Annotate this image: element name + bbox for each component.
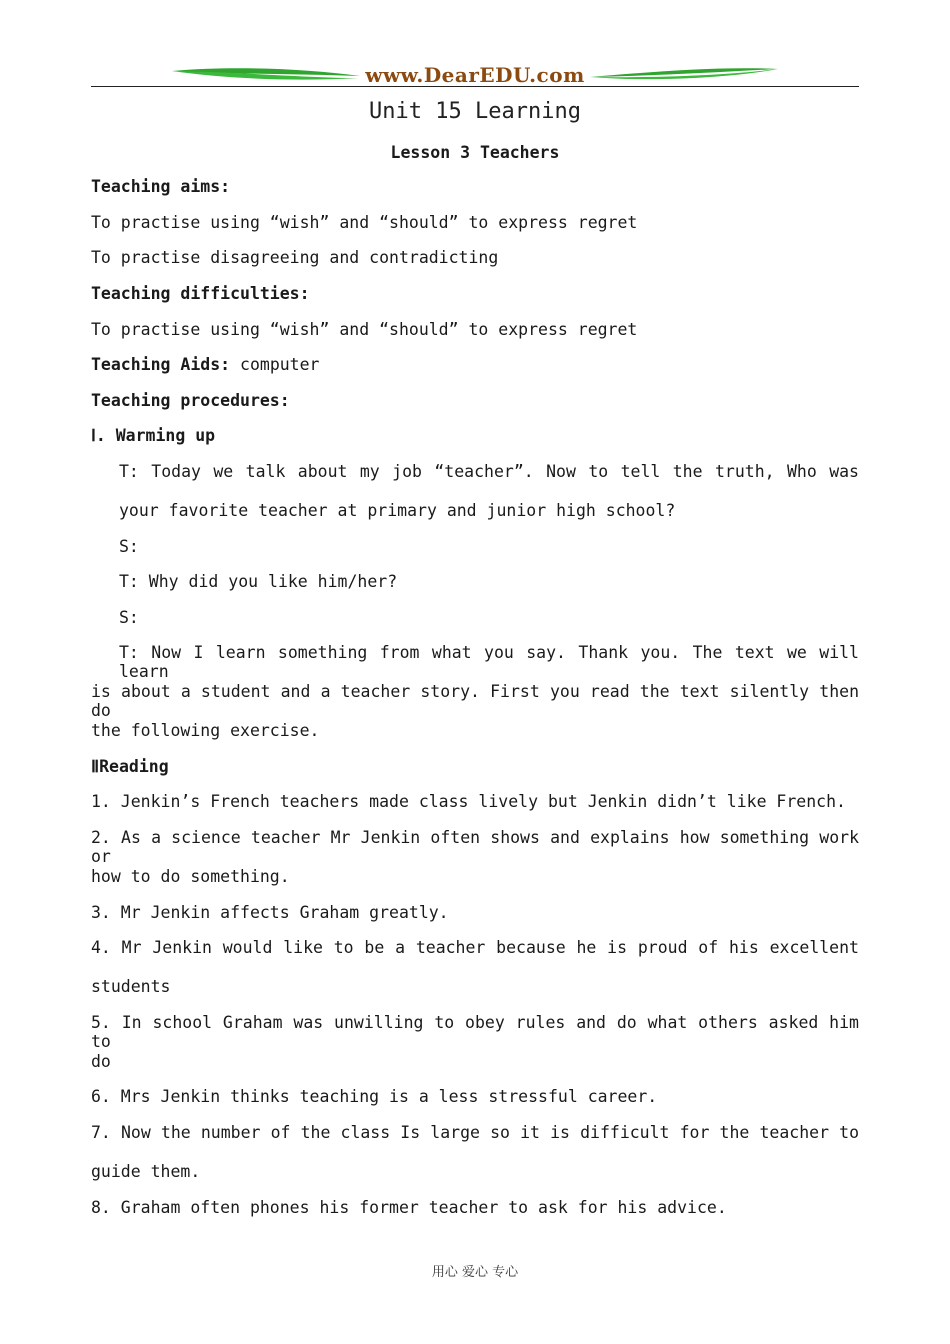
dialogue-line: is about a student and a teacher story. First you read the text silently then do [91,682,859,720]
difficulty-item: To practise using “wish” and “should” to express regret [91,320,638,339]
dialogue-line: T: Why did you like him/her? [119,572,398,591]
aims-heading: Teaching aims: [91,177,231,196]
aids-line [91,355,319,374]
reading-item-cont: students [91,977,171,996]
aids-label: Teaching Aids: [91,355,231,374]
reading-item: 6. Mrs Jenkin thinks teaching is a less stressful career. [91,1087,658,1106]
warming-heading: Ⅰ. Warming up [91,426,216,445]
aids-value: computer [230,355,320,374]
reading-item-cont: how to do something. [91,867,290,886]
reading-heading: ⅡReading [91,757,169,776]
aim-item: To practise using “wish” and “should” to express regret [91,213,638,232]
reading-item: 2. As a science teacher Mr Jenkin often shows and explains how something work or [91,828,859,866]
procedures-heading: Teaching procedures: [91,391,290,410]
aim-item: To practise disagreeing and contradicting [91,248,499,267]
reading-item: 4. Mr Jenkin would like to be a teacher because he is proud of his excellent [91,938,859,957]
reading-item-cont: do [91,1052,111,1071]
dialogue-line: T: Now I learn something from what you say. Thank you. The text we will learn [119,643,859,681]
difficulties-heading: Teaching difficulties: [91,284,310,303]
dialogue-line: T: Today we talk about my job “teacher”. Now to tell the truth, Who was [119,462,859,481]
header-divider [91,86,859,87]
reading-item: 7. Now the number of the class Is large so it is difficult for the teacher to [91,1123,859,1142]
reading-item-cont: guide them. [91,1162,201,1181]
dialogue-line: your favorite teacher at primary and junior high school? [119,501,676,520]
dialogue-line: S: [119,537,139,556]
page-footer: 用心 爱心 专心 [431,1265,519,1280]
dialogue-line: the following exercise. [91,721,320,740]
dialogue-line: S: [119,608,139,627]
reading-item: 5. In school Graham was unwilling to obey rules and do what others asked him to [91,1013,859,1051]
page-title: Unit 15 Learning [369,99,581,124]
reading-item: 8. Graham often phones his former teacher to ask for his advice. [91,1198,727,1217]
lesson-subtitle: Lesson 3 Teachers [390,143,560,162]
reading-item: 1. Jenkin’s French teachers made class lively but Jenkin didn’t like French. [91,792,846,811]
logo-text: www.DearEDU.com [365,63,585,87]
site-logo [170,62,780,88]
reading-item: 3. Mr Jenkin affects Graham greatly. [91,903,449,922]
